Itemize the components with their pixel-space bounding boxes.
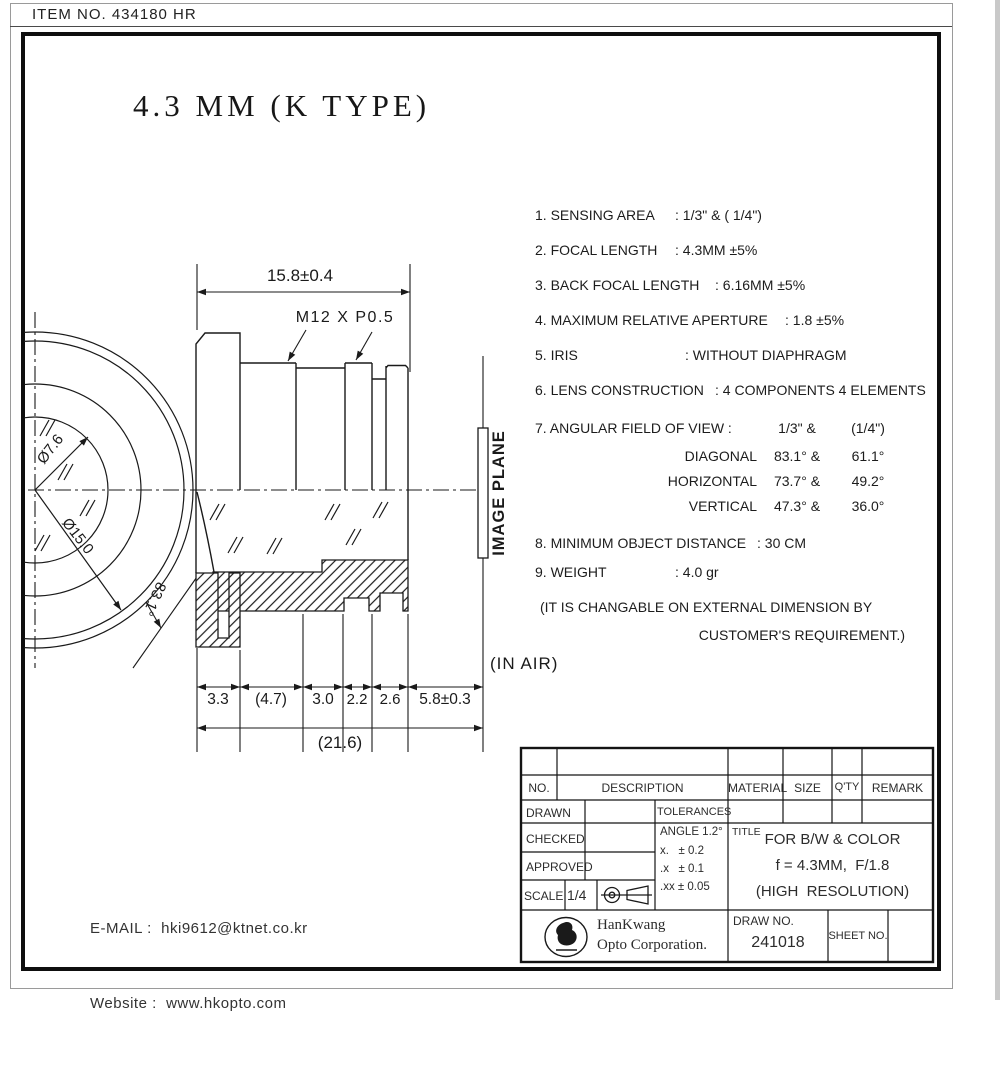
contact-block bbox=[90, 866, 308, 1066]
fov-angle-label: 83.1° bbox=[138, 579, 170, 619]
side-view-section bbox=[196, 560, 408, 647]
svg-text:(4.7): (4.7) bbox=[255, 691, 287, 708]
drawn-label: DRAWN bbox=[526, 806, 571, 820]
spec-note-line1: (IT IS CHANGABLE ON EXTERNAL DIMENSION BY bbox=[540, 599, 873, 615]
projection-symbol-icon bbox=[601, 886, 652, 904]
page-title: 4.3 MM (K TYPE) bbox=[133, 88, 431, 123]
front-view-labels bbox=[34, 431, 124, 612]
spec-fov-row: DIAGONAL 83.1° & 61.1° bbox=[684, 448, 885, 464]
tolerances-label: TOLERANCES bbox=[657, 806, 732, 818]
website-line: Website : www.hkopto.com bbox=[90, 995, 287, 1012]
col-header-material: MATERIAL bbox=[728, 781, 788, 795]
diameter-outer-label: Ø15.0 bbox=[58, 514, 97, 558]
dimension-overall-label: (21.6) bbox=[317, 733, 363, 752]
hankwang-logo-icon bbox=[545, 918, 587, 957]
diameter-inner-label: Ø7.6 bbox=[33, 431, 68, 468]
col-header-remark: REMARK bbox=[871, 781, 924, 795]
col-header-no: NO. bbox=[528, 781, 550, 795]
spec-row: 9. WEIGHT : 4.0 gr bbox=[535, 564, 719, 580]
sheet-no-label: SHEET NO. bbox=[828, 930, 888, 942]
glass-marks bbox=[210, 502, 388, 554]
email-line: E-MAIL : hki9612@ktnet.co.kr bbox=[90, 920, 308, 937]
spec-row: 1. SENSING AREA : 1/3" & ( 1/4") bbox=[535, 207, 762, 223]
col-header-size: SIZE bbox=[794, 781, 821, 795]
svg-text:3.3: 3.3 bbox=[207, 691, 229, 708]
draw-no-label: DRAW NO. bbox=[733, 914, 794, 928]
spec-row: 4. MAXIMUM RELATIVE APERTURE : 1.8 ±5% bbox=[535, 312, 845, 328]
company-name-2: Opto Corporation. bbox=[597, 937, 707, 953]
tolerance-angle: ANGLE 1.2° bbox=[660, 826, 723, 838]
spec-row: 5. IRIS : WITHOUT DIAPHRAGM bbox=[535, 347, 847, 363]
tolerance-x1: .x ± 0.1 bbox=[660, 863, 705, 875]
spec-note-line2: CUSTOMER'S REQUIREMENT.) bbox=[698, 627, 905, 643]
draw-no-value: 241018 bbox=[751, 934, 805, 951]
checked-label: CHECKED bbox=[526, 832, 585, 846]
col-header-qty: Q'TY bbox=[834, 781, 860, 793]
spec-fov-row: HORIZONTAL 73.7° & 49.2° bbox=[667, 473, 885, 489]
image-plane-label: IMAGE PLANE bbox=[490, 430, 508, 556]
spec-row: 2. FOCAL LENGTH : 4.3MM ±5% bbox=[535, 242, 758, 258]
title-label: TITLE bbox=[732, 826, 761, 838]
email-address: hki9612@ktnet.co.kr bbox=[161, 920, 308, 937]
spec-row: 8. MINIMUM OBJECT DISTANCE : 30 CM bbox=[535, 535, 807, 551]
title-line-3: (HIGH RESOLUTION) bbox=[755, 883, 910, 900]
spec-row: 6. LENS CONSTRUCTION : 4 COMPONENTS 4 ELEMENTS bbox=[535, 382, 926, 398]
website-address: www.hkopto.com bbox=[166, 995, 287, 1012]
dimension-chain-labels bbox=[207, 691, 471, 752]
spec-fov-header: 7. ANGULAR FIELD OF VIEW : 1/3" & (1/4") bbox=[535, 420, 885, 436]
svg-text:3.0: 3.0 bbox=[312, 691, 334, 708]
item-number: ITEM NO. 434180 HR bbox=[32, 6, 197, 23]
company-name: HanKwang bbox=[597, 917, 666, 933]
dimension-top-label: 15.8±0.4 bbox=[266, 266, 334, 285]
col-header-description: DESCRIPTION bbox=[601, 781, 684, 795]
tolerance-x2: .xx ± 0.05 bbox=[660, 881, 710, 893]
spec-fov-row: VERTICAL 47.3° & 36.0° bbox=[688, 498, 885, 514]
svg-text:2.2: 2.2 bbox=[346, 691, 368, 708]
svg-text:5.8±0.3: 5.8±0.3 bbox=[419, 691, 471, 708]
tolerance-x: x. ± 0.2 bbox=[660, 845, 705, 857]
svg-text:2.6: 2.6 bbox=[379, 691, 401, 708]
title-line-2: f = 4.3MM, F/1.8 bbox=[775, 857, 890, 874]
scale-label: SCALE bbox=[524, 889, 564, 903]
title-line-1: FOR B/W & COLOR bbox=[764, 831, 901, 848]
thread-label: M12 X P0.5 bbox=[295, 309, 395, 326]
side-view-outline bbox=[196, 333, 408, 573]
scale-value: 1/4 bbox=[567, 887, 587, 903]
image-plane-bar bbox=[478, 356, 488, 752]
in-air-label: (IN AIR) bbox=[490, 654, 559, 673]
spec-row: 3. BACK FOCAL LENGTH : 6.16MM ±5% bbox=[535, 277, 806, 293]
approved-label: APPROVED bbox=[526, 860, 593, 874]
